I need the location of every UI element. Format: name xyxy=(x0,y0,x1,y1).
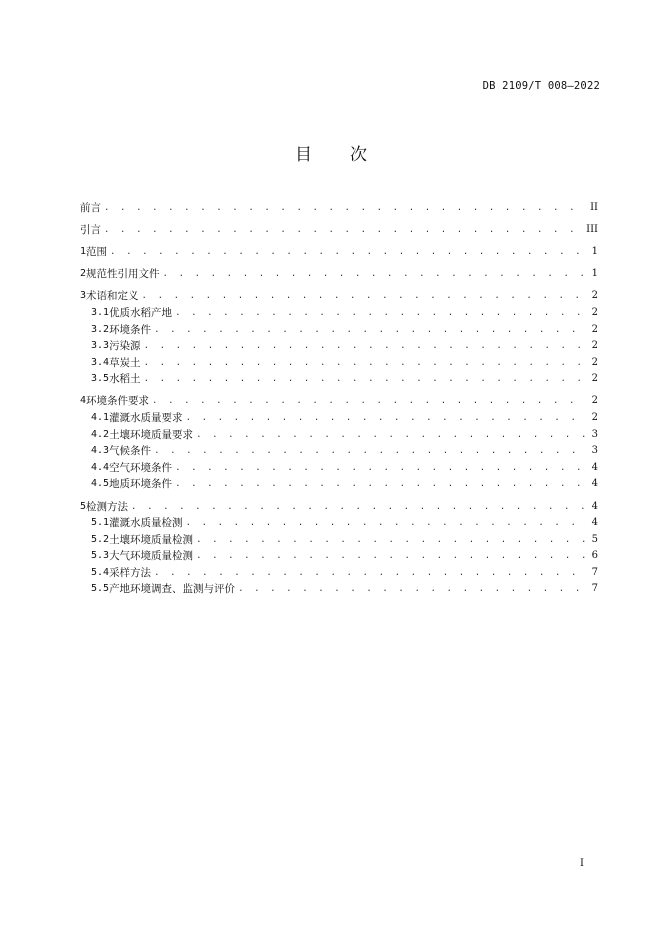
toc-entry-label: 土壤环境质量要求 xyxy=(109,428,194,441)
toc-entry[interactable] xyxy=(80,371,598,388)
toc-entry-label: 规范性引用文件 xyxy=(86,268,160,281)
toc-entry-number: 5 xyxy=(80,500,87,512)
toc-entry-number: 4.1 xyxy=(91,412,110,424)
toc-entry-label: 产地环境调查、监测与评价 xyxy=(109,583,236,596)
toc-dot-leader xyxy=(196,532,585,549)
toc-entry-label: 污染源 xyxy=(109,340,141,353)
toc-entry-label: 术语和定义 xyxy=(86,290,139,303)
toc-entry[interactable] xyxy=(80,410,598,427)
toc-entry[interactable] xyxy=(80,565,598,582)
toc-dot-leader xyxy=(142,288,585,305)
toc-entry-label: 草炭土 xyxy=(109,356,141,369)
toc-entry-page: 4 xyxy=(591,478,598,490)
toc-entry-page: 1 xyxy=(591,246,598,258)
toc-entry-page: 7 xyxy=(591,566,598,578)
toc-dot-leader xyxy=(238,581,585,598)
toc-dot-leader xyxy=(104,222,583,239)
toc-dot-leader xyxy=(175,460,585,477)
toc-entry-number: 5.4 xyxy=(91,566,110,578)
toc-entry-label: 灌溉水质量检测 xyxy=(109,517,183,530)
toc-entry-page: 4 xyxy=(591,461,598,473)
toc-entry-number: 3 xyxy=(80,290,87,302)
toc-entry-label: 环境条件要求 xyxy=(86,395,150,408)
toc-entry-label: 前言 xyxy=(80,202,101,214)
toc-dot-leader xyxy=(131,499,585,516)
page-number: I xyxy=(580,858,584,869)
toc-entry[interactable] xyxy=(80,548,598,565)
table-of-contents xyxy=(80,200,598,598)
toc-entry-number: 4.4 xyxy=(91,461,110,473)
toc-entry-number: 5.3 xyxy=(91,550,110,562)
toc-entry-page: 2 xyxy=(591,323,598,335)
toc-dot-leader xyxy=(144,338,585,355)
toc-entry-number: 3.1 xyxy=(91,306,110,318)
toc-dot-leader xyxy=(144,371,585,388)
toc-entry[interactable] xyxy=(80,305,598,322)
toc-entry-label: 采样方法 xyxy=(109,566,152,579)
toc-entry[interactable] xyxy=(80,322,598,339)
toc-entry-page: 2 xyxy=(591,306,598,318)
toc-entry-page: 4 xyxy=(591,500,598,512)
toc-entry-number: 5.5 xyxy=(91,583,110,595)
toc-entry-page: II xyxy=(590,202,598,213)
toc-dot-leader xyxy=(163,266,585,283)
toc-entry-page: 2 xyxy=(591,373,598,385)
toc-entry[interactable] xyxy=(80,427,598,444)
toc-dot-leader xyxy=(152,393,585,410)
toc-entry-number: 4.3 xyxy=(91,445,110,457)
toc-dot-leader xyxy=(196,548,585,565)
toc-dot-leader xyxy=(186,515,585,532)
toc-entry[interactable] xyxy=(80,515,598,532)
toc-entry-page: 2 xyxy=(591,395,598,407)
toc-dot-leader xyxy=(175,305,585,322)
toc-dot-leader xyxy=(196,427,585,444)
toc-entry-number: 4.2 xyxy=(91,428,110,440)
toc-entry-number: 5.1 xyxy=(91,517,110,529)
toc-entry-page: 2 xyxy=(591,290,598,302)
toc-entry-number: 3.2 xyxy=(91,323,110,335)
toc-entry[interactable] xyxy=(80,499,598,516)
toc-entry-number: 4.5 xyxy=(91,478,110,490)
toc-entry-page: 5 xyxy=(591,533,598,545)
toc-entry-page: 2 xyxy=(591,412,598,424)
toc-entry-number: 2 xyxy=(80,268,87,280)
toc-entry[interactable] xyxy=(80,266,598,283)
toc-entry[interactable] xyxy=(80,476,598,493)
toc-entry-label: 地质环境条件 xyxy=(109,478,173,491)
page-title xyxy=(0,140,662,165)
toc-dot-leader xyxy=(154,322,585,339)
toc-entry-number: 5.2 xyxy=(91,533,110,545)
toc-entry[interactable] xyxy=(80,581,598,598)
toc-entry[interactable] xyxy=(80,393,598,410)
toc-entry-number: 3.5 xyxy=(91,373,110,385)
toc-entry-label: 灌溉水质量要求 xyxy=(109,412,183,425)
toc-entry-number: 3.3 xyxy=(91,340,110,352)
title-char-2: 次 xyxy=(350,145,367,165)
toc-dot-leader xyxy=(104,200,585,217)
toc-entry[interactable] xyxy=(80,244,598,261)
toc-entry[interactable] xyxy=(80,200,598,217)
toc-entry[interactable] xyxy=(80,355,598,372)
toc-dot-leader xyxy=(110,244,585,261)
toc-entry-label: 水稻土 xyxy=(109,373,141,386)
toc-entry[interactable] xyxy=(80,532,598,549)
toc-entry[interactable] xyxy=(80,222,598,239)
toc-entry-label: 检测方法 xyxy=(86,500,129,513)
toc-entry-label: 范围 xyxy=(86,246,108,259)
toc-entry[interactable] xyxy=(80,460,598,477)
toc-entry-page: 3 xyxy=(591,445,598,457)
toc-entry-page: 2 xyxy=(591,340,598,352)
toc-dot-leader xyxy=(144,355,585,372)
toc-entry-label: 引言 xyxy=(80,224,101,237)
toc-entry-number: 1 xyxy=(80,246,87,258)
toc-entry-page: 4 xyxy=(591,517,598,529)
toc-entry[interactable] xyxy=(80,288,598,305)
toc-entry[interactable] xyxy=(80,443,598,460)
toc-entry-page: 3 xyxy=(591,428,598,440)
toc-dot-leader xyxy=(154,565,585,582)
toc-dot-leader xyxy=(154,443,585,460)
toc-entry-label: 气候条件 xyxy=(109,445,152,458)
toc-entry-page: 7 xyxy=(591,583,598,595)
toc-entry-number: 3.4 xyxy=(91,356,110,368)
toc-entry-label: 土壤环境质量检测 xyxy=(109,533,194,546)
toc-dot-leader xyxy=(175,476,585,493)
toc-entry[interactable] xyxy=(80,338,598,355)
toc-entry-number: 4 xyxy=(80,395,87,407)
toc-entry-page: 2 xyxy=(591,356,598,368)
title-char-1: 目 xyxy=(295,145,312,165)
toc-entry-label: 优质水稻产地 xyxy=(109,306,173,319)
toc-entry-page: III xyxy=(586,224,598,236)
document-code: DB 2109/T 008—2022 xyxy=(482,80,600,92)
toc-dot-leader xyxy=(186,410,585,427)
toc-entry-label: 大气环境质量检测 xyxy=(109,550,194,563)
toc-entry-label: 环境条件 xyxy=(109,323,152,336)
toc-entry-label: 空气环境条件 xyxy=(109,461,173,474)
toc-entry-page: 6 xyxy=(591,550,598,562)
toc-entry-page: 1 xyxy=(591,268,598,280)
